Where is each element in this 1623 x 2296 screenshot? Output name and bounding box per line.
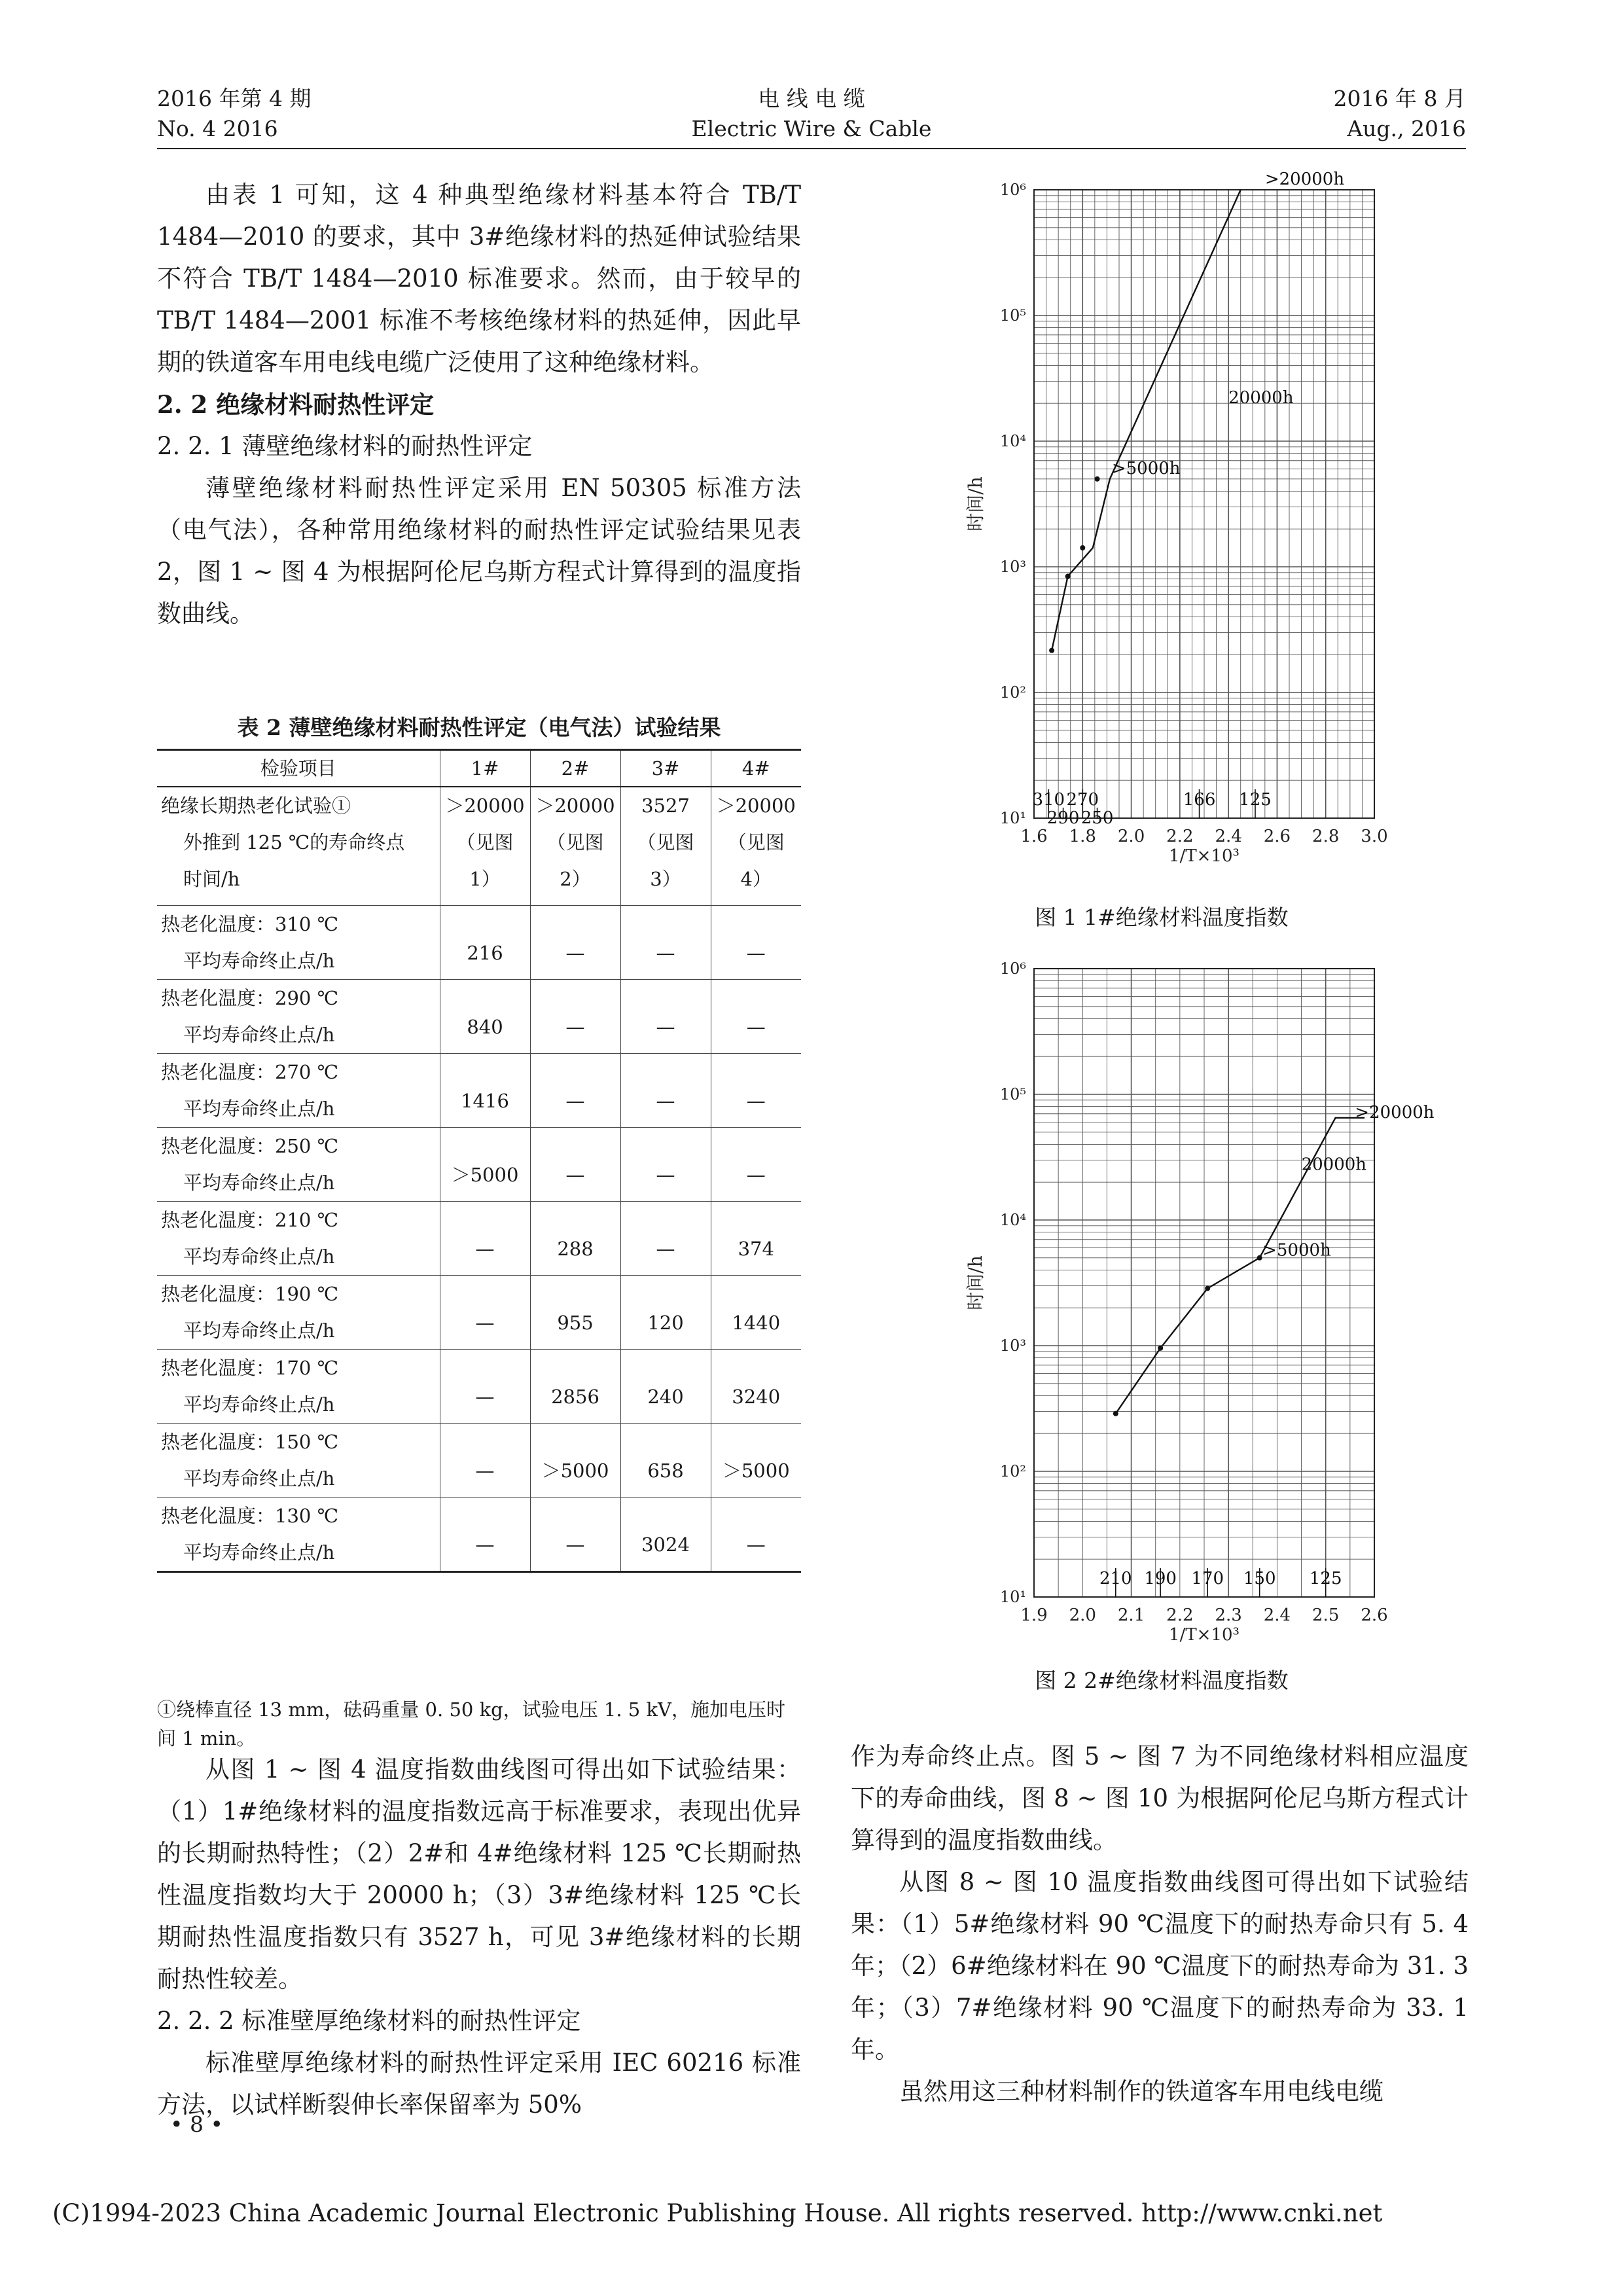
temperature-label: 150	[1243, 1569, 1276, 1588]
table2-row-label	[157, 1054, 440, 1128]
paragraph-thin-wall-method: 薄壁绝缘材料耐热性评定采用 EN 50305 标准方法（电气法），各种常用绝缘材料的耐热性评定试验结果见表 2，图 1 ~ 图 4 为根据阿伦尼乌斯方程式计算得到的温度指数曲线。	[157, 474, 801, 628]
table2-cell: 658	[620, 1424, 711, 1498]
y-tick-label: 10⁴	[999, 432, 1026, 450]
header-journal	[615, 84, 1008, 144]
row-temperature: 热老化温度：250 ℃	[161, 1135, 339, 1157]
row-temperature: 热老化温度：210 ℃	[161, 1209, 339, 1231]
table2-header-4: 4#	[711, 750, 801, 787]
table2-row-label	[157, 1128, 440, 1202]
row-metric: 平均寿命终止点/h	[183, 1541, 335, 1564]
table2-cell: 2856	[530, 1350, 620, 1424]
row-temperature: 热老化温度：310 ℃	[161, 913, 339, 935]
table2-cell: —	[440, 1202, 530, 1276]
table2-cell: 1440	[711, 1276, 801, 1350]
header-issue-en: No. 4 2016	[157, 116, 278, 141]
table2-cell: —	[440, 1276, 530, 1350]
table2-cell: —	[620, 1128, 711, 1202]
header-issue	[157, 84, 311, 144]
temperature-label: 270	[1066, 790, 1099, 810]
table2-header-1: 1#	[440, 750, 530, 787]
table2-cell: —	[440, 1498, 530, 1572]
temperature-label: 210	[1099, 1569, 1132, 1588]
chart-annotation: >5000h	[1262, 1240, 1331, 1261]
row-temperature: 热老化温度：190 ℃	[161, 1283, 339, 1305]
table2-cell: 3024	[620, 1498, 711, 1572]
data-point	[1205, 1285, 1210, 1291]
data-point	[1049, 648, 1054, 653]
section-heading-2-2-1: 2. 2. 1 薄壁绝缘材料的耐热性评定	[157, 432, 533, 460]
paragraph-life-curves: 作为寿命终止点。图 5 ~ 图 7 为不同绝缘材料相应温度下的寿命曲线，图 8 ~ 图 10 为根据阿伦尼乌斯方程式计算得到的温度指数曲线。	[851, 1742, 1469, 1854]
table-row	[157, 1054, 801, 1128]
y-tick-label: 10¹	[999, 1588, 1026, 1606]
x-tick-label: 2.5	[1312, 1605, 1340, 1625]
table2-cell	[530, 787, 620, 906]
x-tick-label: 1.9	[1020, 1605, 1048, 1625]
x-tick-label: 2.6	[1263, 827, 1291, 846]
header-date	[1230, 84, 1466, 144]
paragraph-standard-wall-results: 从图 8 ~ 图 10 温度指数曲线图可得出如下试验结果：（1）5#绝缘材料 90 ℃温度下的耐热寿命只有 5. 4 年；（2）6#绝缘材料在 90 ℃温度下的耐热寿命为 31. 3 年；（3）7#绝缘材料 90 ℃温度下的耐热寿命为 33. 1 年。	[851, 1868, 1469, 2064]
y-tick-label: 10⁴	[999, 1211, 1026, 1229]
data-point	[1065, 574, 1071, 579]
table2-row-label	[157, 1498, 440, 1572]
table2-cell: 840	[440, 980, 530, 1054]
temperature-label: 166	[1183, 790, 1216, 810]
temperature-label: 170	[1191, 1569, 1224, 1588]
table2-cell: —	[530, 1054, 620, 1128]
table2-cell: —	[530, 1498, 620, 1572]
chart-annotation: >20000h	[1355, 1102, 1435, 1122]
row-metric: 平均寿命终止点/h	[183, 950, 335, 972]
x-tick-label: 2.4	[1263, 1605, 1291, 1625]
table2-cell: —	[530, 1128, 620, 1202]
table2-row-label	[157, 1350, 440, 1424]
table2-row-label	[157, 1202, 440, 1276]
table-row	[157, 1128, 801, 1202]
y-tick-label: 10⁶	[999, 960, 1026, 978]
table2-row-label	[157, 1424, 440, 1498]
table2-header-2: 2#	[530, 750, 620, 787]
table2-cell: 240	[620, 1350, 711, 1424]
right-column-text	[851, 1736, 1469, 2113]
y-tick-label: 10²	[999, 683, 1026, 702]
y-tick-label: 10⁵	[999, 1085, 1026, 1103]
cell-note: （见图 2）	[546, 831, 604, 890]
row-temperature: 热老化温度：150 ℃	[161, 1431, 339, 1453]
row-metric: 平均寿命终止点/h	[183, 1024, 335, 1046]
table-row	[157, 1350, 801, 1424]
x-tick-label: 2.4	[1215, 827, 1242, 846]
x-tick-label: 2.1	[1117, 1605, 1145, 1625]
cell-note: （见图 1）	[456, 831, 514, 890]
cell-note: （见图 4）	[727, 831, 785, 890]
chart-annotation: >5000h	[1111, 458, 1181, 478]
section-heading-2-2: 2. 2 绝缘材料耐热性评定	[157, 390, 435, 419]
x-tick-label: 1.6	[1020, 827, 1048, 846]
table2-cell: 1416	[440, 1054, 530, 1128]
table-row	[157, 1498, 801, 1572]
row-metric: 平均寿命终止点/h	[183, 1393, 335, 1416]
table2-cell: ＞5000	[530, 1424, 620, 1498]
cell-note: （见图 3）	[637, 831, 694, 890]
header-issue-cn: 2016 年第 4 期	[157, 86, 312, 111]
y-axis-label: 时间/h	[965, 1255, 986, 1310]
x-tick-label: 1.8	[1069, 827, 1096, 846]
cell-value: ＞20000	[535, 795, 615, 817]
figure-1-caption: 图 1 1#绝缘材料温度指数	[1035, 905, 1289, 930]
left-column-lower	[157, 1749, 801, 2126]
table2-cell: —	[711, 1054, 801, 1128]
temperature-label: 190	[1144, 1569, 1177, 1588]
table2-cell: —	[711, 1128, 801, 1202]
x-tick-label: 2.3	[1215, 1605, 1242, 1625]
y-tick-label: 10⁵	[999, 306, 1026, 325]
row-temperature: 热老化温度：170 ℃	[161, 1357, 339, 1379]
paragraph-conclusion-start: 虽然用这三种材料制作的铁道客车用电线电缆	[899, 2077, 1383, 2106]
table2-header-3: 3#	[620, 750, 711, 787]
figure-2-caption: 图 2 2#绝缘材料温度指数	[1035, 1668, 1289, 1693]
table2-cell	[440, 787, 530, 906]
table2-row-label	[157, 1276, 440, 1350]
table-row	[157, 1276, 801, 1350]
x-tick-label: 2.2	[1166, 1605, 1194, 1625]
table2-cell: —	[530, 980, 620, 1054]
row-temperature: 热老化温度：270 ℃	[161, 1061, 339, 1083]
header-journal-cn: 电 线 电 缆	[758, 86, 865, 111]
table-row	[157, 906, 801, 980]
x-tick-label: 2.6	[1361, 1605, 1388, 1625]
data-point	[1113, 1411, 1118, 1416]
data-point	[1080, 545, 1085, 550]
table-row	[157, 1202, 801, 1276]
y-tick-label: 10²	[999, 1462, 1026, 1480]
table2-cell: 3240	[711, 1350, 801, 1424]
data-point	[1158, 1346, 1163, 1351]
header-rule	[157, 148, 1466, 149]
section-heading-2-2-2: 2. 2. 2 标准壁厚绝缘材料的耐热性评定	[157, 2007, 581, 2035]
figure-1-chart	[942, 170, 1388, 890]
table2-footnote: ①绕棒直径 13 mm，砝码重量 0. 50 kg，试验电压 1. 5 kV，施加电压时间 1 min。	[157, 1698, 785, 1749]
table2-cell: 120	[620, 1276, 711, 1350]
cell-value: ＞20000	[716, 795, 796, 817]
header-date-cn: 2016 年 8 月	[1333, 86, 1466, 111]
series-line	[1052, 190, 1241, 651]
table2-cell: 288	[530, 1202, 620, 1276]
temperature-label: 290	[1046, 808, 1080, 828]
table2-row-label	[157, 980, 440, 1054]
y-tick-label: 10³	[999, 1336, 1026, 1355]
header-journal-en: Electric Wire & Cable	[691, 116, 932, 141]
table2-row-label	[157, 906, 440, 980]
data-point	[1257, 1255, 1262, 1261]
y-axis-label: 时间/h	[965, 476, 986, 531]
paragraph-thin-wall-results: 从图 1 ~ 图 4 温度指数曲线图可得出如下试验结果：（1）1#绝缘材料的温度指数远高于标准要求，表现出优异的长期耐热特性；（2）2#和 4#绝缘材料 125 ℃长期耐热性温度指数均大于 20000 h；（3）3#绝缘材料 125 ℃长期耐热性温度指数只有 3527 h，可见 3#绝缘材料的长期耐热性较差。	[157, 1755, 801, 1993]
temperature-label: 125	[1239, 790, 1272, 810]
table2-cell	[620, 787, 711, 906]
cell-value: 3527	[641, 795, 690, 817]
table2-cell: ＞5000	[711, 1424, 801, 1498]
data-point	[1095, 476, 1100, 482]
chart-annotation: 20000h	[1301, 1155, 1367, 1175]
figure-2-chart	[942, 956, 1435, 1669]
table2-body	[157, 906, 801, 1572]
table2-row-sub2: 时间/h	[183, 868, 240, 890]
chart-annotation: 20000h	[1228, 388, 1294, 408]
table2-cell: 955	[530, 1276, 620, 1350]
table2-row-extrapolated-label	[157, 787, 440, 906]
y-tick-label: 10¹	[999, 809, 1026, 827]
page-number: • 8 •	[170, 2111, 223, 2137]
row-temperature: 热老化温度：130 ℃	[161, 1505, 339, 1527]
chart-annotation: >20000h	[1264, 170, 1345, 190]
table2-cell: —	[440, 1350, 530, 1424]
table-row	[157, 980, 801, 1054]
row-metric: 平均寿命终止点/h	[183, 1319, 335, 1342]
temperature-label: 310	[1032, 790, 1065, 810]
x-tick-label: 2.8	[1312, 827, 1340, 846]
temperature-label: 250	[1080, 808, 1114, 828]
row-metric: 平均寿命终止点/h	[183, 1246, 335, 1268]
x-tick-label: 2.0	[1069, 1605, 1096, 1625]
table2-cell: —	[711, 906, 801, 980]
x-tick-label: 2.2	[1166, 827, 1194, 846]
row-metric: 平均寿命终止点/h	[183, 1467, 335, 1490]
table2-cell: —	[620, 1202, 711, 1276]
paragraph-table1-summary: 由表 1 可知，这 4 种典型绝缘材料基本符合 TB/T 1484—2010 的要求，其中 3#绝缘材料的热延伸试验结果不符合 TB/T 1484—2010 标准要求。然而，由于较早的 TB/T 1484—2001 标准不考核绝缘材料的热延伸，因此早期的铁道客车用电线电缆广泛使用了这种绝缘材料。	[157, 181, 801, 376]
x-axis-label: 1/T×10³	[1169, 1625, 1240, 1645]
left-column	[157, 174, 801, 635]
row-metric: 平均寿命终止点/h	[183, 1098, 335, 1120]
table-row	[157, 1424, 801, 1498]
table-row	[157, 787, 801, 906]
temperature-label: 125	[1309, 1569, 1342, 1588]
table2-cell	[711, 787, 801, 906]
table2-cell: —	[711, 1498, 801, 1572]
cell-value: ＞20000	[445, 795, 525, 817]
table2-header-item: 检验项目	[157, 750, 440, 787]
row-temperature: 热老化温度：290 ℃	[161, 987, 339, 1009]
x-axis-label: 1/T×10³	[1169, 846, 1240, 866]
header-date-en: Aug., 2016	[1347, 116, 1466, 141]
table2-row-title: 绝缘长期热老化试验①	[161, 795, 351, 817]
table2-cell: —	[620, 980, 711, 1054]
table2-cell: 216	[440, 906, 530, 980]
y-tick-label: 10⁶	[999, 181, 1026, 199]
copyright-footer: (C)1994-2023 China Academic Journal Electronic Publishing House. All rights reserved. http://www.cnki.net	[52, 2199, 1383, 2227]
table2-cell: —	[620, 1054, 711, 1128]
table2-cell: —	[440, 1424, 530, 1498]
paragraph-standard-wall-method: 标准壁厚绝缘材料的耐热性评定采用 IEC 60216 标准方法，以试样断裂伸长率保留率为 50%	[157, 2049, 801, 2119]
table2-cell: —	[530, 906, 620, 980]
y-tick-label: 10³	[999, 558, 1026, 576]
x-tick-label: 3.0	[1361, 827, 1388, 846]
table2-cell: —	[711, 980, 801, 1054]
row-metric: 平均寿命终止点/h	[183, 1172, 335, 1194]
table2-cell: ＞5000	[440, 1128, 530, 1202]
table2-caption: 表 2 薄壁绝缘材料耐热性评定（电气法）试验结果	[237, 715, 721, 740]
table2-cell: 374	[711, 1202, 801, 1276]
table2	[157, 749, 801, 1573]
table2-cell: —	[620, 906, 711, 980]
x-tick-label: 2.0	[1117, 827, 1145, 846]
table2-row-sub1: 外推到 125 ℃的寿命终点	[183, 831, 405, 853]
